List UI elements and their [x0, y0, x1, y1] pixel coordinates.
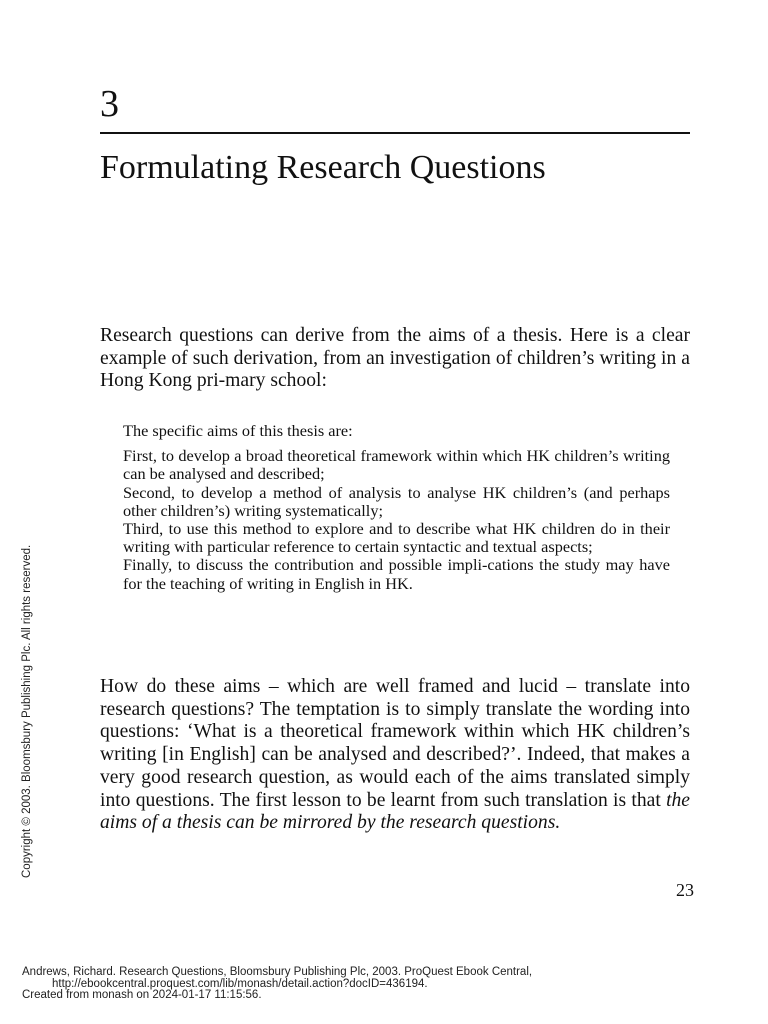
page-number: 23 — [676, 880, 694, 900]
side-copyright-notice: Copyright © 2003. Bloomsbury Publishing Plc. All rights reserved. — [21, 544, 33, 878]
chapter-number: 3 — [100, 83, 119, 125]
footer-citation-line: Andrews, Richard. Research Questions, Bloomsbury Publishing Plc, 2003. ProQuest Ebook Central, — [22, 966, 533, 978]
aims-block-quote — [123, 422, 670, 593]
chapter-title: Formulating Research Questions — [100, 149, 546, 186]
followup-emphasis: the aims of a thesis can be mirrored by the research questions. — [100, 789, 690, 834]
citation-footer — [22, 967, 752, 1002]
aim-item-fourth: Finally, to discuss the contribution and possible impli-cations the study may have for the teaching of writing in English in HK. — [123, 555, 670, 593]
chapter-divider — [100, 132, 690, 134]
intro-paragraph: Research questions can derive from the aims of a thesis. Here is a clear example of such derivation, from an investigation of children’s writing in a Hong Kong pri-mary school: — [100, 325, 690, 392]
footer-created-line: Created from monash on 2024-01-17 11:15:56. — [22, 989, 262, 1001]
aim-item-third: Third, to use this method to explore and to describe what HK children do in their writing with particular reference to certain syntactic and textual aspects; — [123, 519, 670, 557]
followup-text: How do these aims – which are well framed and lucid – translate into research questions? The temptation is to simply translate the wording into questions: ‘What is a theoretical framework within which HK children’s writing [in English] can be analysed and described?’. Indeed, that makes a very good research question, as would each of the aims translated simply into questions. The first lesson to be learnt from such translation is that — [100, 676, 690, 811]
footer-url-link[interactable]: http://ebookcentral.proquest.com/lib/monash/detail.action?docID=436194. — [52, 977, 428, 990]
followup-paragraph — [100, 676, 690, 835]
aim-item-first: First, to develop a broad theoretical framework within which HK children’s writing can be analysed and described; — [123, 446, 670, 484]
aim-item-second: Second, to develop a method of analysis to analyse HK children’s (and perhaps other children’s) writing systematically; — [123, 482, 670, 520]
quote-lead: The specific aims of this thesis are: — [123, 421, 353, 440]
